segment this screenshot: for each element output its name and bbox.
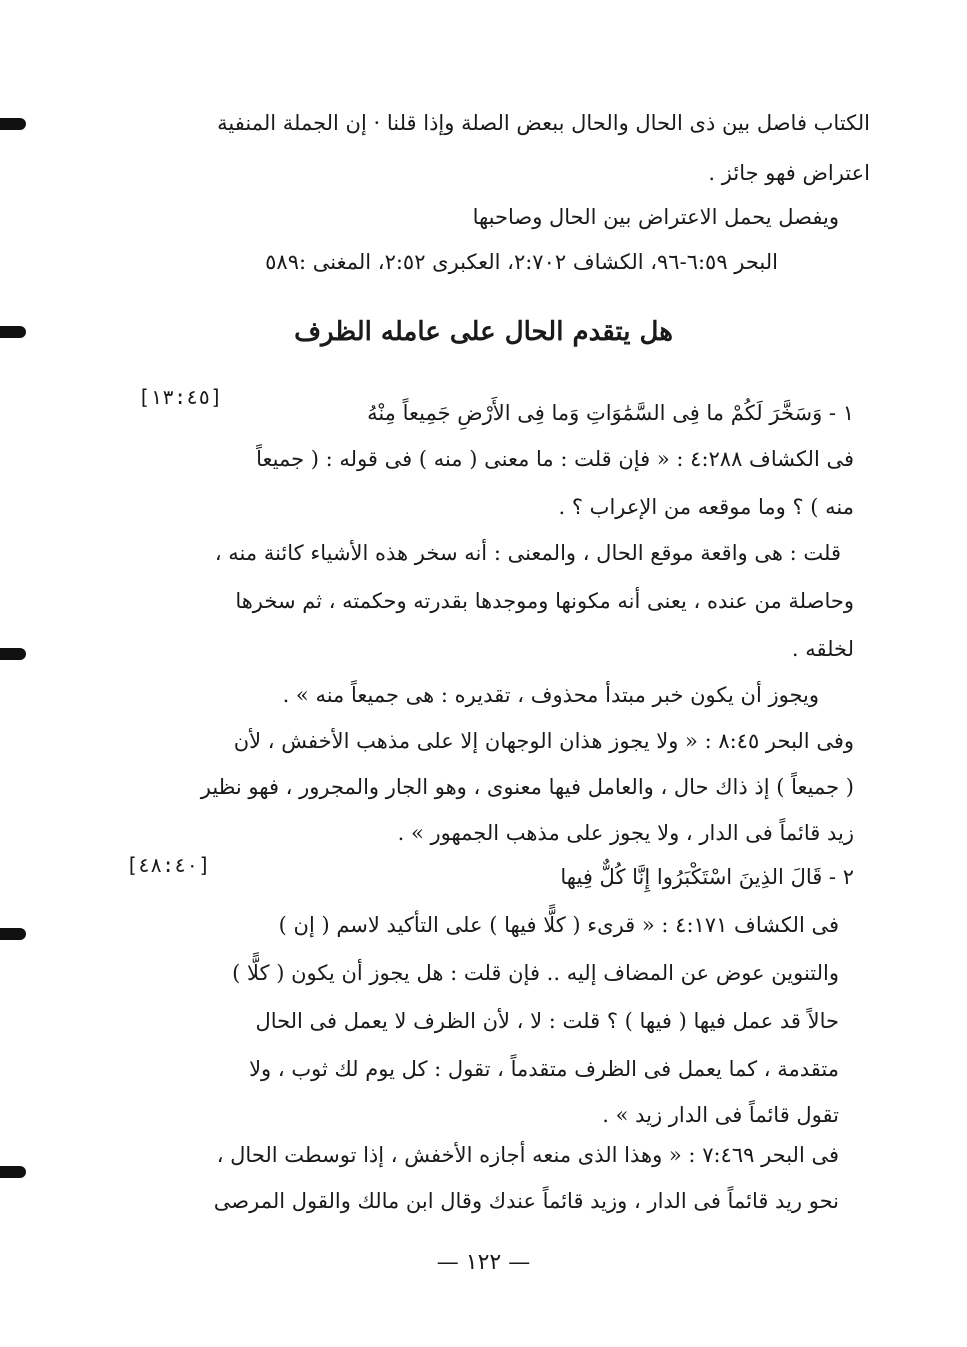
text-line: متقدمة ، كما يعمل فى الظرف متقدماً ، تقول : كل يوم لك ثوب ، ولا (249, 1057, 839, 1081)
text-line: قلت : هى واقعة موقع الحال ، والمعنى : أنه سخر هذه الأشياء كائنة منه ، (214, 541, 841, 565)
verse-line: ٢ - قَالَ الذِينَ اسْتَكْبَرُوا إِنَّا كُلٌّ فِيها (560, 865, 854, 889)
text-line: وحاصلة من عنده ، يعنى أنه مكونها وموجدها بقدرته وحكمته ، ثم سخرها (235, 589, 854, 613)
verse-line: ١ - وَسَخَّرَ لَكُمْ ما فِى السَّمَٰوَاتِ وَما فِى الأَرْضِ جَمِيعاً مِنْهُ (367, 401, 854, 425)
binding-mark (0, 648, 26, 660)
text-line: اعتراض فهو جائز . (708, 161, 870, 185)
text-line: فى البحر ٧:٤٦٩ : « وهذا الذى منعه أجازه الأخفش ، إذا توسطت الحال ، (216, 1143, 839, 1167)
text-line: وفى البحر ٨:٤٥ : « ولا يجوز هذان الوجهان إلا على مذهب الأخفش ، لأن (233, 729, 854, 753)
text-line: ( جميعاً ) إذ ذاك حال ، والعامل فيها معنوى ، وهو الجار والمجرور ، فهو نظير (200, 775, 854, 799)
verse-reference: [١٣:٤٥] (138, 385, 223, 409)
binding-mark (0, 118, 26, 130)
verse-reference: [٤٨:٤٠] (126, 853, 211, 877)
text-line: حالاً قد عمل فيها ( فيها ) ؟ قلت : لا ، لأن الظرف لا يعمل فى الحال (255, 1009, 839, 1033)
page-number: — ١٢٢ — (436, 1250, 531, 1275)
reference-line: البحر ٦:٥٩-٩٦، الكشاف ٢:٧٠٢، العكبرى ٢:٥٢، المغنى :٥٨٩ (265, 250, 778, 274)
text-line: فى الكشاف ٤:٢٨٨ : « فإن قلت : ما معنى ( منه ) فى قوله : ( جميعاً (256, 447, 854, 471)
text-line: فى الكشاف ٤:١٧١ : « قرىء ( كلًّا فيها ) على التأكيد لاسم ( إن ) (278, 913, 839, 937)
binding-mark (0, 928, 26, 940)
text-line: والتنوين عوض عن المضاف إليه .. فإن قلت : هل يجوز أن يكون ( كلًّا ) (232, 961, 839, 985)
text-line: ويفصل يحمل الاعتراض بين الحال وصاحبها (472, 205, 839, 229)
binding-mark (0, 1166, 26, 1178)
text-line: نحو ريد قائماً فى الدار ، وزيد قائماً عندك وقال ابن مالك والقول المرصى (213, 1189, 839, 1213)
text-line: تقول قائماً فى الدار زيد » . (602, 1103, 839, 1127)
section-heading: هل يتقدم الحال على عامله الظرف (294, 317, 673, 347)
text-line: ويجوز أن يكون خبر مبتدأ محذوف ، تقديره : هى جميعاً منه » . (282, 683, 819, 707)
text-line: لخلقه . (791, 637, 854, 661)
text-line: الكتاب فاصل بين ذى الحال والحال ببعض الصلة وإذا قلنا · إن الجملة المنفية (217, 111, 870, 135)
text-line: منه ) ؟ وما موقعه من الإعراب ؟ . (558, 495, 854, 519)
text-line: زيد قائماً فى الدار ، ولا يجوز على مذهب الجمهور » . (397, 821, 854, 845)
